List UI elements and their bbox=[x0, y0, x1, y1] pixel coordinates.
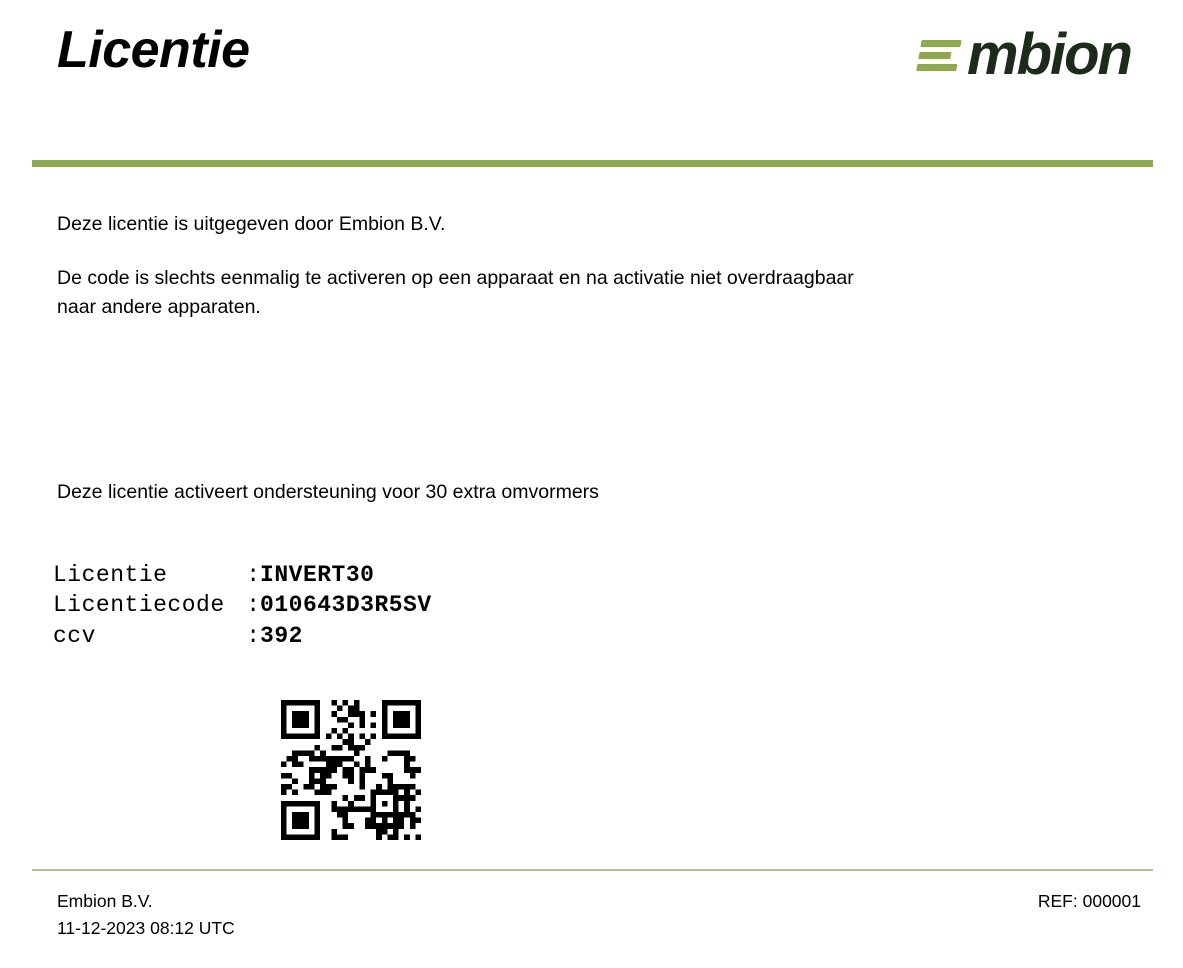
terms-text: De code is slechts eenmalig te activeren op een apparaat en na activatie niet overdraagbaar naar andere apparaten. bbox=[57, 267, 854, 318]
document-header bbox=[0, 0, 1183, 150]
embion-logo bbox=[919, 24, 1131, 86]
detail-value: INVERT30 bbox=[260, 562, 375, 588]
detail-row bbox=[53, 590, 432, 620]
header-divider bbox=[32, 160, 1153, 167]
qr-code-icon bbox=[281, 700, 421, 840]
detail-separator: : bbox=[246, 622, 261, 649]
detail-value: 010643D3R5SV bbox=[260, 592, 432, 619]
license-details bbox=[53, 560, 432, 651]
detail-value: 392 bbox=[260, 622, 303, 649]
license-qr-code bbox=[281, 700, 421, 840]
footer-company-block bbox=[57, 888, 235, 942]
detail-label: ccv bbox=[53, 622, 96, 649]
footer-company: Embion B.V. bbox=[57, 891, 153, 911]
footer-timestamp: 11-12-2023 08:12 UTC bbox=[57, 918, 235, 939]
document-footer bbox=[57, 888, 1141, 942]
embion-bars-icon bbox=[916, 36, 967, 74]
activation-text: Deze licentie activeert ondersteuning voor 30 extra omvormers bbox=[57, 481, 599, 503]
footer-divider bbox=[32, 869, 1153, 871]
detail-label: Licentiecode bbox=[53, 592, 225, 619]
intro-text: Deze licentie is uitgegeven door Embion B.V. bbox=[57, 213, 446, 235]
page-title: Licentie bbox=[57, 21, 250, 79]
detail-separator: : bbox=[246, 562, 261, 588]
document-body bbox=[57, 210, 857, 321]
detail-row bbox=[53, 560, 432, 590]
detail-row bbox=[53, 621, 432, 651]
brand-name: mbion bbox=[967, 22, 1131, 87]
reference-number: REF: 000001 bbox=[1037, 891, 1141, 911]
detail-label: Licentie bbox=[53, 562, 168, 588]
detail-separator: : bbox=[246, 592, 261, 619]
